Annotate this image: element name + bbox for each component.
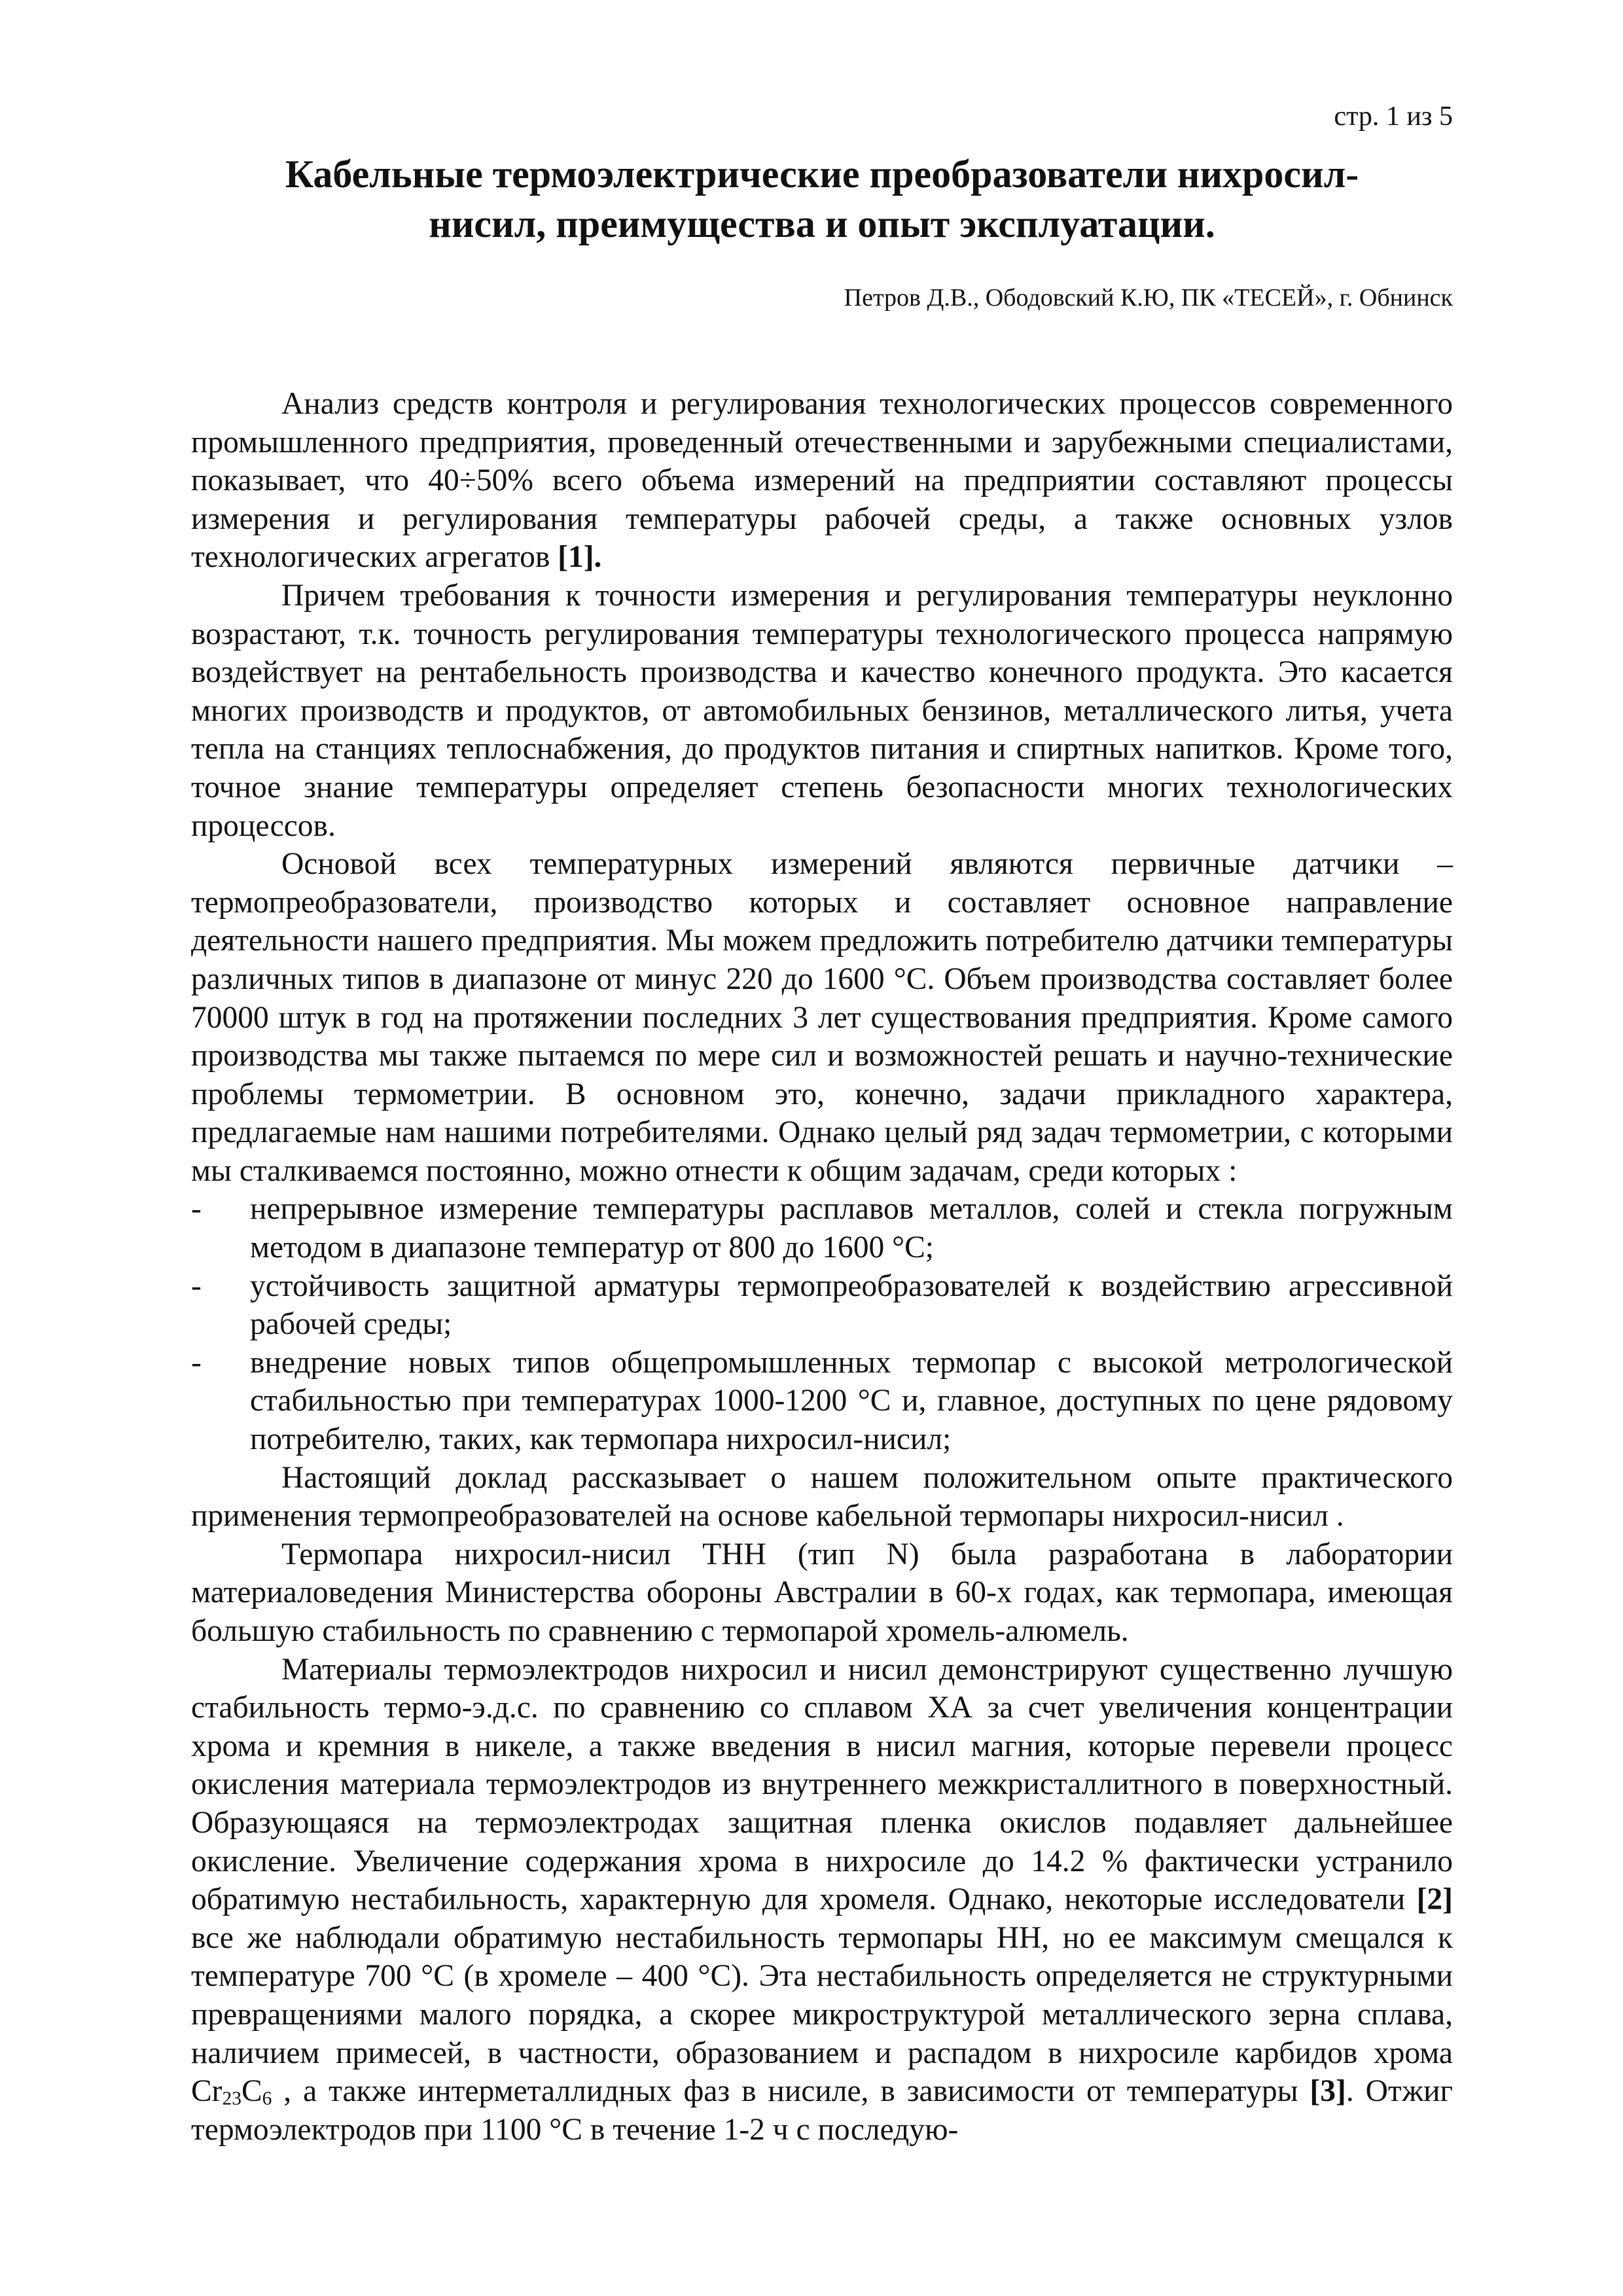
paragraph-4: Настоящий доклад рассказывает о нашем положительном опыте практического применения термопреобразователей на основе кабельной термопары нихросил-нисил . <box>191 1460 1453 1534</box>
paragraph-6-text-b: все же наблюдали обратимую нестабильность термопары НН, но ее максимум смещался к температуре 700 °С (в хромеле – 400 °С). Эта нестабильность определяется не структурными превращениями малого порядка, а скорее микроструктурой металлического зерна сплава, наличием примесей, в частности, образованием и распадом в нихросиле карбидов хрома Cr <box>191 1920 1453 2109</box>
list-item-text: непрерывное измерение температуры расплавов металлов, солей и стекла погружным методом в диапазоне температур от 800 до 1600 °С; <box>250 1192 1453 1265</box>
paragraph-6 <box>191 1651 1453 2149</box>
document-body <box>191 385 1453 2149</box>
list-item-text: устойчивость защитной арматуры термопреобразователей к воздействию агрессивной рабочей среды; <box>250 1268 1453 1342</box>
list-item <box>191 1344 1453 1459</box>
reference-3: [3] <box>1310 2074 1346 2109</box>
task-list <box>191 1190 1453 1458</box>
paragraph-6-text-e: . Отжиг термоэлектродов при 1100 °С в течение 1-2 ч с последую- <box>191 2074 1453 2147</box>
subscript-23: 23 <box>222 2088 241 2109</box>
paragraph-6-text-c: C <box>241 2074 262 2109</box>
list-dash: - <box>191 1345 202 1380</box>
reference-2: [2] <box>1416 1882 1453 1917</box>
list-item-text: внедрение новых типов общепромышленных термопар с высокой метрологической стабильностью при температурах 1000-1200 °С и, главное, доступных по цене рядовому потребителю, таких, как термопара нихросил-нисил; <box>250 1345 1453 1457</box>
list-dash: - <box>191 1268 202 1303</box>
list-dash: - <box>191 1192 202 1227</box>
title-line-1: Кабельные термоэлектрические преобразователи нихросил- <box>285 152 1359 196</box>
paragraph-6-text-a: Материалы термоэлектродов нихросил и нисил демонстрируют существенно лучшую стабильность термо-э.д.с. по сравнению со сплавом ХА за счет увеличения концентрации хрома и кремния в никеле, а также введения в нисил магния, которые перевели процесс окисления материала термоэлектродов из внутреннего межкристаллитного в поверхностный. Образующаяся на термоэлектродах защитная пленка окислов подавляет дальнейшее окисление. Увеличение содержания хрома в нихросиле до 14.2 % фактически устранило обратимую нестабильность, характерную для хромеля. Однако, некоторые исследователи <box>191 1652 1453 1917</box>
paragraph-3: Основой всех температурных измерений являются первичные датчики – термопреобразователи, производство которых и составляет основное направление деятельности нашего предприятия. Мы можем предложить потребителю датчики температуры различных типов в диапазоне от минус 220 до 1600 °С. Объем производства составляет более 70000 штук в год на протяжении последних 3 лет существования предприятия. Кроме самого производства мы также пытаемся по мере сил и возможностей решать и научно-технические проблемы термометрии. В основном это, конечно, задачи прикладного характера, предлагаемые нам нашими потребителями. Однако целый ряд задач термометрии, с которыми мы сталкиваемся постоянно, можно отнести к общим задачам, среди которых : <box>191 847 1453 1188</box>
paragraph-5: Термопара нихросил-нисил ТНН (тип N) была разработана в лаборатории материаловедения Министерства обороны Австралии в 60-х годах, как термопара, имеющая большую стабильность по сравнению с термопарой хромель-алюмель. <box>191 1537 1453 1648</box>
paragraph-6-text-d: , а также интерметаллидных фаз в нисиле, в зависимости от температуры <box>272 2074 1310 2109</box>
authors-line: Петров Д.В., Ободовский К.Ю, ПК «ТЕСЕЙ», г. Обнинск <box>844 284 1453 312</box>
list-item <box>191 1267 1453 1344</box>
title-line-2: нисил, преимущества и опыт эксплуатации. <box>429 202 1215 245</box>
paragraph-2: Причем требования к точности измерения и регулирования температуры неуклонно возрастают, т.к. точность регулирования температуры технологического процесса напрямую воздействует на рентабельность производства и качество конечного продукта. Это касается многих производств и продуктов, от автомобильных бензинов, металлического литья, учета тепла на станциях теплоснабжения, до продуктов питания и спиртных напитков. Кроме того, точное знание температуры определяет степень безопасности многих технологических процессов. <box>191 578 1453 843</box>
paragraph-1 <box>191 385 1453 577</box>
reference-1: [1]. <box>558 540 602 575</box>
document-title <box>191 149 1453 249</box>
paragraph-1-text: Анализ средств контроля и регулирования технологических процессов современного промышленного предприятия, проведенный отечественными и зарубежными специалистами, показывает, что 40÷50% всего объема измерений на предприятии составляют процессы измерения и регулирования температуры рабочей среды, а также основных узлов технологических агрегатов <box>191 387 1453 575</box>
list-item <box>191 1190 1453 1266</box>
page-number: стр. 1 из 5 <box>1334 101 1453 132</box>
subscript-6: 6 <box>262 2088 272 2109</box>
